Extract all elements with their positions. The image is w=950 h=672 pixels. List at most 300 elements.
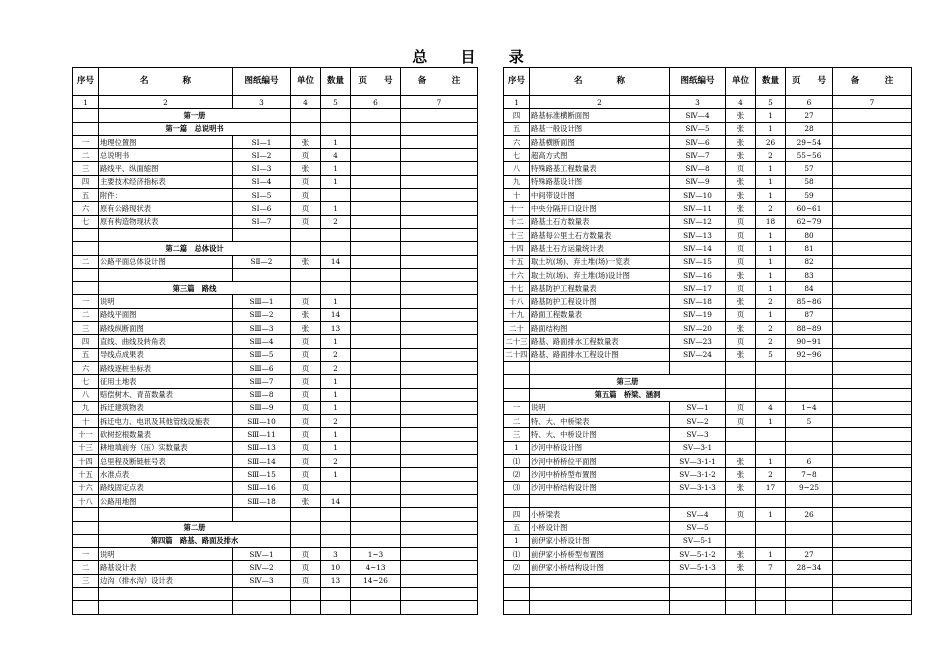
empty-cell bbox=[756, 375, 786, 388]
table-row bbox=[73, 295, 478, 308]
empty-cell bbox=[401, 122, 478, 135]
page-no-cell bbox=[351, 255, 401, 268]
name-cell: 取土坑(场)、弃土堆(场)一览表 bbox=[530, 255, 670, 268]
table-row bbox=[73, 175, 478, 188]
drawing-no-cell: SⅣ—5 bbox=[670, 122, 726, 135]
empty-cell bbox=[291, 534, 321, 547]
empty-cell bbox=[670, 601, 726, 614]
column-number: 2 bbox=[99, 96, 233, 109]
column-number: 5 bbox=[321, 96, 351, 109]
empty-cell bbox=[401, 587, 478, 600]
empty-cell bbox=[726, 375, 756, 388]
seq-cell: 十二 bbox=[504, 215, 530, 228]
seq-cell: 十五 bbox=[73, 468, 99, 481]
blank-row bbox=[73, 508, 478, 521]
unit-cell: 页 bbox=[291, 468, 321, 481]
unit-cell: 张 bbox=[726, 268, 756, 281]
empty-cell bbox=[351, 109, 401, 122]
drawing-no-cell: SⅤ—3-1-2 bbox=[670, 468, 726, 481]
name-cell: 沙河中桥桥位平面图 bbox=[530, 455, 670, 468]
seq-cell: 二 bbox=[504, 415, 530, 428]
empty-cell bbox=[291, 268, 321, 281]
empty-cell bbox=[351, 521, 401, 534]
page-no-cell bbox=[351, 308, 401, 321]
name-cell: 前伊家小桥设计图 bbox=[530, 534, 670, 547]
name-cell: 路基土石方数量表 bbox=[530, 215, 670, 228]
unit-cell: 张 bbox=[726, 455, 756, 468]
unit-cell: 张 bbox=[726, 149, 756, 162]
drawing-no-cell: SⅢ—15 bbox=[233, 468, 291, 481]
table-row bbox=[73, 415, 478, 428]
empty-cell bbox=[504, 494, 530, 507]
table-row bbox=[504, 348, 912, 361]
empty-cell bbox=[99, 228, 233, 241]
unit-cell: 页 bbox=[291, 574, 321, 587]
name-cell: 路基标准横断面图 bbox=[530, 109, 670, 122]
page-no-cell bbox=[351, 202, 401, 215]
empty-cell bbox=[401, 109, 478, 122]
empty-cell bbox=[401, 268, 478, 281]
remark-cell bbox=[833, 109, 912, 122]
empty-cell bbox=[833, 494, 912, 507]
seq-cell: 十九 bbox=[504, 308, 530, 321]
unit-cell: 页 bbox=[291, 215, 321, 228]
drawing-no-cell: SⅢ—2 bbox=[233, 308, 291, 321]
empty-cell bbox=[291, 601, 321, 614]
empty-cell bbox=[530, 587, 670, 600]
unit-cell: 张 bbox=[726, 481, 756, 494]
unit-cell: 页 bbox=[291, 455, 321, 468]
blank-row bbox=[504, 494, 912, 507]
drawing-no-cell: SⅤ—5-1 bbox=[670, 534, 726, 547]
seq-cell: 九 bbox=[504, 175, 530, 188]
quantity-cell: 1 bbox=[756, 162, 786, 175]
quantity-cell: 1 bbox=[321, 335, 351, 348]
empty-cell bbox=[833, 375, 912, 388]
unit-cell: 张 bbox=[726, 468, 756, 481]
name-cell: 路基横断面图 bbox=[530, 135, 670, 148]
quantity-cell: 1 bbox=[321, 202, 351, 215]
unit-cell: 页 bbox=[726, 415, 756, 428]
page-no-cell bbox=[351, 348, 401, 361]
empty-cell bbox=[233, 268, 291, 281]
name-cell: 边沟（排水沟）设计表 bbox=[99, 574, 233, 587]
unit-cell: 页 bbox=[291, 441, 321, 454]
column-number-row bbox=[73, 96, 478, 109]
seq-cell: 七 bbox=[504, 149, 530, 162]
quantity-cell: 1 bbox=[756, 255, 786, 268]
header-row bbox=[73, 68, 478, 96]
table-row bbox=[73, 348, 478, 361]
quantity-cell: 1 bbox=[756, 242, 786, 255]
header-drawing-no: 图纸编号 bbox=[233, 68, 291, 96]
quantity-cell: 2 bbox=[756, 295, 786, 308]
page-no-cell: 27 bbox=[786, 548, 833, 561]
name-cell: 前伊家小桥桥型布置图 bbox=[530, 548, 670, 561]
name-cell: 沙河中桥桥型布置图 bbox=[530, 468, 670, 481]
page-no-cell: 6 bbox=[786, 455, 833, 468]
quantity-cell: 14 bbox=[321, 255, 351, 268]
drawing-no-cell: SⅤ—5-1-3 bbox=[670, 561, 726, 574]
page-no-cell bbox=[351, 481, 401, 494]
remark-cell bbox=[833, 242, 912, 255]
quantity-cell: 2 bbox=[756, 335, 786, 348]
drawing-no-cell: SⅢ—10 bbox=[233, 415, 291, 428]
name-cell: 路线逐桩坐标表 bbox=[99, 361, 233, 374]
empty-cell bbox=[351, 587, 401, 600]
seq-cell: 五 bbox=[504, 521, 530, 534]
quantity-cell: 1 bbox=[321, 162, 351, 175]
quantity-cell: 1 bbox=[756, 508, 786, 521]
name-cell: 路基防护工程设计图 bbox=[530, 295, 670, 308]
table-row bbox=[504, 162, 912, 175]
empty-cell bbox=[756, 601, 786, 614]
remark-cell bbox=[833, 135, 912, 148]
page-no-cell bbox=[351, 175, 401, 188]
section-heading: 第二篇 总体设计 bbox=[99, 242, 291, 255]
section-heading-row bbox=[73, 242, 478, 255]
seq-cell: 十三 bbox=[504, 228, 530, 241]
page-no-cell: 59 bbox=[786, 189, 833, 202]
section-heading-row bbox=[73, 521, 478, 534]
header-remark: 备 注 bbox=[401, 68, 478, 96]
empty-cell bbox=[291, 282, 321, 295]
drawing-no-cell: SⅢ—16 bbox=[233, 481, 291, 494]
drawing-no-cell: SⅢ—3 bbox=[233, 322, 291, 335]
header-seq: 序号 bbox=[73, 68, 99, 96]
page-no-cell: 83 bbox=[786, 268, 833, 281]
quantity-cell: 7 bbox=[756, 561, 786, 574]
empty-cell bbox=[504, 574, 530, 587]
remark-cell bbox=[401, 361, 478, 374]
section-heading-row bbox=[73, 534, 478, 547]
name-cell: 原有公路现状表 bbox=[99, 202, 233, 215]
seq-cell: 一 bbox=[504, 401, 530, 414]
remark-cell bbox=[833, 561, 912, 574]
page-no-cell: 29~54 bbox=[786, 135, 833, 148]
name-cell: 路线固定点表 bbox=[99, 481, 233, 494]
quantity-cell: 1 bbox=[756, 455, 786, 468]
seq-cell: 十 bbox=[504, 189, 530, 202]
table-row bbox=[504, 122, 912, 135]
name-cell: 总说明书 bbox=[99, 149, 233, 162]
quantity-cell bbox=[756, 534, 786, 547]
empty-cell bbox=[321, 282, 351, 295]
remark-cell bbox=[401, 175, 478, 188]
table-row bbox=[504, 455, 912, 468]
page-no-cell bbox=[786, 534, 833, 547]
seq-cell: 十六 bbox=[73, 481, 99, 494]
unit-cell: 页 bbox=[726, 255, 756, 268]
quantity-cell: 2 bbox=[321, 415, 351, 428]
quantity-cell: 2 bbox=[321, 455, 351, 468]
table-row bbox=[504, 322, 912, 335]
page-no-cell: 26 bbox=[786, 508, 833, 521]
empty-cell bbox=[786, 601, 833, 614]
seq-cell bbox=[73, 122, 99, 135]
table-row bbox=[504, 202, 912, 215]
seq-cell: 1 bbox=[504, 441, 530, 454]
name-cell: 附件： bbox=[99, 189, 233, 202]
quantity-cell: 14 bbox=[321, 494, 351, 507]
empty-cell bbox=[291, 122, 321, 135]
seq-cell: 二十四 bbox=[504, 348, 530, 361]
remark-cell bbox=[833, 308, 912, 321]
name-cell: 征用土地表 bbox=[99, 375, 233, 388]
toc-table-right bbox=[503, 67, 912, 615]
unit-cell: 页 bbox=[291, 548, 321, 561]
name-cell: 路基设计表 bbox=[99, 561, 233, 574]
seq-cell: 十 bbox=[73, 415, 99, 428]
quantity-cell: 4 bbox=[321, 149, 351, 162]
table-row bbox=[504, 175, 912, 188]
table-row bbox=[73, 135, 478, 148]
drawing-no-cell: SⅢ—4 bbox=[233, 335, 291, 348]
remark-cell bbox=[833, 228, 912, 241]
page-no-cell: 27 bbox=[786, 109, 833, 122]
drawing-no-cell: SⅣ—15 bbox=[670, 255, 726, 268]
remark-cell bbox=[833, 548, 912, 561]
page-no-cell bbox=[351, 361, 401, 374]
name-cell: 原有构造物现状表 bbox=[99, 215, 233, 228]
seq-cell: 八 bbox=[504, 162, 530, 175]
table-row bbox=[73, 375, 478, 388]
remark-cell bbox=[833, 481, 912, 494]
page-no-cell bbox=[351, 415, 401, 428]
drawing-no-cell: SⅣ—23 bbox=[670, 335, 726, 348]
quantity-cell: 26 bbox=[756, 135, 786, 148]
page-no-cell: 60~61 bbox=[786, 202, 833, 215]
seq-cell: 十八 bbox=[73, 494, 99, 507]
drawing-no-cell: SⅤ—1 bbox=[670, 401, 726, 414]
empty-cell bbox=[530, 494, 670, 507]
name-cell: 取土坑(场)、弃土堆(场)设计图 bbox=[530, 268, 670, 281]
remark-cell bbox=[833, 202, 912, 215]
name-cell: 说明 bbox=[99, 295, 233, 308]
seq-cell: 四 bbox=[504, 508, 530, 521]
table-row bbox=[504, 428, 912, 441]
empty-cell bbox=[321, 268, 351, 281]
drawing-no-cell: SⅤ—5-1-2 bbox=[670, 548, 726, 561]
name-cell: 主要技术经济指标表 bbox=[99, 175, 233, 188]
page-no-cell bbox=[351, 455, 401, 468]
empty-cell bbox=[351, 508, 401, 521]
quantity-cell: 1 bbox=[756, 282, 786, 295]
drawing-no-cell: SⅤ—3-1 bbox=[670, 441, 726, 454]
table-row bbox=[73, 335, 478, 348]
table-row bbox=[504, 508, 912, 521]
remark-cell bbox=[401, 348, 478, 361]
empty-cell bbox=[291, 508, 321, 521]
table-row bbox=[73, 202, 478, 215]
quantity-cell: 1 bbox=[756, 228, 786, 241]
drawing-no-cell: SⅣ—14 bbox=[670, 242, 726, 255]
quantity-cell: 1 bbox=[321, 428, 351, 441]
column-number: 5 bbox=[756, 96, 786, 109]
drawing-no-cell: SⅣ—13 bbox=[670, 228, 726, 241]
unit-cell: 页 bbox=[726, 215, 756, 228]
section-heading-row bbox=[504, 375, 912, 388]
quantity-cell: 1 bbox=[756, 268, 786, 281]
drawing-no-cell: SⅢ—1 bbox=[233, 295, 291, 308]
table-row bbox=[504, 481, 912, 494]
empty-cell bbox=[726, 494, 756, 507]
seq-cell: 二十 bbox=[504, 322, 530, 335]
empty-cell bbox=[726, 601, 756, 614]
unit-cell: 页 bbox=[291, 428, 321, 441]
quantity-cell: 14 bbox=[321, 308, 351, 321]
drawing-no-cell: SⅢ—14 bbox=[233, 455, 291, 468]
empty-cell bbox=[756, 388, 786, 401]
table-row bbox=[73, 162, 478, 175]
page-no-cell bbox=[351, 428, 401, 441]
page-no-cell bbox=[351, 441, 401, 454]
seq-cell: 三 bbox=[504, 428, 530, 441]
empty-cell bbox=[756, 587, 786, 600]
section-heading: 第一册 bbox=[99, 109, 291, 122]
seq-cell bbox=[73, 242, 99, 255]
unit-cell bbox=[726, 441, 756, 454]
remark-cell bbox=[833, 215, 912, 228]
empty-cell bbox=[401, 508, 478, 521]
page-no-cell bbox=[786, 521, 833, 534]
name-cell: 赔偿树木、青苗数量表 bbox=[99, 388, 233, 401]
quantity-cell: 13 bbox=[321, 574, 351, 587]
empty-cell bbox=[786, 361, 833, 374]
unit-cell: 张 bbox=[726, 322, 756, 335]
quantity-cell: 4 bbox=[756, 401, 786, 414]
table-row bbox=[504, 109, 912, 122]
remark-cell bbox=[401, 481, 478, 494]
empty-cell bbox=[321, 534, 351, 547]
page-no-cell bbox=[351, 468, 401, 481]
table-row bbox=[73, 441, 478, 454]
unit-cell: 页 bbox=[726, 282, 756, 295]
table-row bbox=[73, 308, 478, 321]
name-cell: 路基每公里土石方数量表 bbox=[530, 228, 670, 241]
remark-cell bbox=[833, 162, 912, 175]
seq-cell: 九 bbox=[73, 401, 99, 414]
quantity-cell: 1 bbox=[321, 388, 351, 401]
quantity-cell: 5 bbox=[756, 348, 786, 361]
remark-cell bbox=[833, 508, 912, 521]
table-row bbox=[73, 428, 478, 441]
blank-row bbox=[73, 228, 478, 241]
remark-cell bbox=[833, 521, 912, 534]
unit-cell: 张 bbox=[726, 135, 756, 148]
table-row bbox=[73, 401, 478, 414]
name-cell: 路基土石方运量统计表 bbox=[530, 242, 670, 255]
unit-cell: 张 bbox=[726, 295, 756, 308]
seq-cell: 三 bbox=[73, 574, 99, 587]
section-heading: 第三册 bbox=[530, 375, 726, 388]
name-cell: 特殊路基设计图 bbox=[530, 175, 670, 188]
column-number: 6 bbox=[351, 96, 401, 109]
remark-cell bbox=[833, 282, 912, 295]
drawing-no-cell: SⅠ—6 bbox=[233, 202, 291, 215]
name-cell: 路线平面图 bbox=[99, 308, 233, 321]
remark-cell bbox=[401, 388, 478, 401]
column-number: 1 bbox=[504, 96, 530, 109]
empty-cell bbox=[351, 268, 401, 281]
page-no-cell bbox=[351, 375, 401, 388]
quantity-cell: 1 bbox=[756, 308, 786, 321]
seq-cell: ⑵ bbox=[504, 561, 530, 574]
seq-cell: 五 bbox=[504, 122, 530, 135]
empty-cell bbox=[351, 534, 401, 547]
quantity-cell: 1 bbox=[321, 135, 351, 148]
header-page-no: 页 号 bbox=[786, 68, 833, 96]
section-heading-row bbox=[73, 282, 478, 295]
seq-cell: 六 bbox=[73, 361, 99, 374]
page-no-cell bbox=[351, 401, 401, 414]
table-row bbox=[504, 548, 912, 561]
empty-cell bbox=[291, 587, 321, 600]
name-cell: 路线平、纵面缩图 bbox=[99, 162, 233, 175]
section-heading: 第三篇 路线 bbox=[99, 282, 291, 295]
seq-cell: 十四 bbox=[73, 455, 99, 468]
table-row bbox=[73, 481, 478, 494]
table-row bbox=[73, 149, 478, 162]
seq-cell: 三 bbox=[73, 322, 99, 335]
remark-cell bbox=[833, 455, 912, 468]
drawing-no-cell: SⅤ—4 bbox=[670, 508, 726, 521]
table-row bbox=[504, 215, 912, 228]
drawing-no-cell: SⅣ—1 bbox=[233, 548, 291, 561]
empty-cell bbox=[291, 521, 321, 534]
drawing-no-cell: SⅣ—3 bbox=[233, 574, 291, 587]
quantity-cell: 2 bbox=[321, 215, 351, 228]
unit-cell: 页 bbox=[291, 175, 321, 188]
empty-cell bbox=[321, 521, 351, 534]
unit-cell: 页 bbox=[291, 189, 321, 202]
table-row bbox=[504, 415, 912, 428]
drawing-no-cell: SⅡ—2 bbox=[233, 255, 291, 268]
seq-cell: 十三 bbox=[73, 441, 99, 454]
table-row bbox=[73, 388, 478, 401]
remark-cell bbox=[401, 494, 478, 507]
table-row bbox=[504, 242, 912, 255]
page-no-cell: 9~25 bbox=[786, 481, 833, 494]
empty-cell bbox=[233, 601, 291, 614]
empty-cell bbox=[670, 574, 726, 587]
page-no-cell: 14~26 bbox=[351, 574, 401, 587]
page-no-cell bbox=[351, 295, 401, 308]
empty-cell bbox=[756, 574, 786, 587]
empty-cell bbox=[351, 282, 401, 295]
unit-cell: 页 bbox=[291, 202, 321, 215]
quantity-cell: 2 bbox=[756, 149, 786, 162]
unit-cell: 张 bbox=[291, 135, 321, 148]
unit-cell bbox=[726, 428, 756, 441]
seq-cell: 十五 bbox=[504, 255, 530, 268]
unit-cell: 张 bbox=[291, 322, 321, 335]
quantity-cell: 2 bbox=[756, 322, 786, 335]
unit-cell: 页 bbox=[291, 295, 321, 308]
empty-cell bbox=[351, 228, 401, 241]
seq-cell: 二十三 bbox=[504, 335, 530, 348]
unit-cell: 页 bbox=[291, 481, 321, 494]
blank-row bbox=[504, 574, 912, 587]
unit-cell: 张 bbox=[291, 494, 321, 507]
seq-cell: 十六 bbox=[504, 268, 530, 281]
empty-cell bbox=[321, 122, 351, 135]
remark-cell bbox=[833, 335, 912, 348]
quantity-cell: 1 bbox=[321, 375, 351, 388]
unit-cell: 页 bbox=[291, 149, 321, 162]
quantity-cell: 2 bbox=[321, 361, 351, 374]
seq-cell: 二 bbox=[73, 255, 99, 268]
